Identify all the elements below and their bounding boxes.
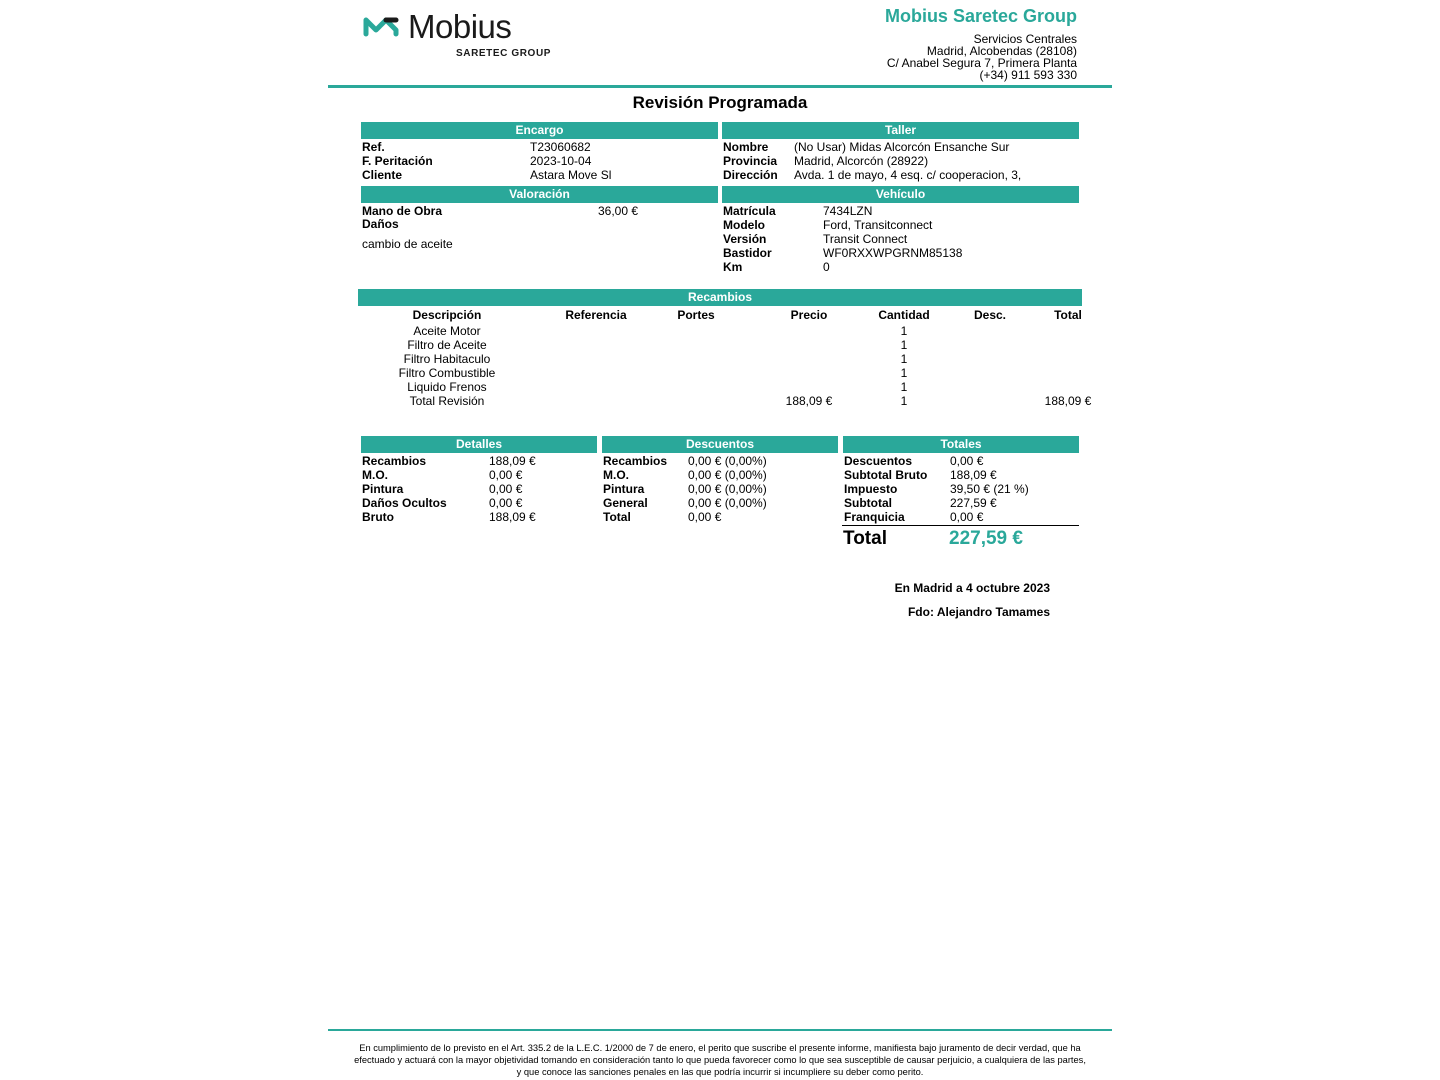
field-value: 0,00 € (0,00%) [688,482,767,496]
field-value: Astara Move Sl [530,168,612,182]
detalles-heading: Detalles [361,436,597,453]
field-label: Total [603,510,631,524]
detalles-row [362,468,597,482]
field-value: Avda. 1 de mayo, 4 esq. c/ cooperacion, 3, [794,168,1022,182]
recambios-table [358,308,1092,408]
company-block [885,6,1077,81]
cell-descripcion: Liquido Frenos [407,380,487,394]
taller-row [723,168,1079,182]
field-label: Franquicia [844,510,905,524]
field-value: Ford, Transitconnect [823,218,933,232]
column-header: Referencia [565,308,627,322]
legal-line: En cumplimiento de lo previsto en el Art. 335.2 de la L.E.C. 1/2000 de 7 de enero, el perito que suscribe el presente informe, manifiesta bajo juramento de decir verdad, que ha [359,1043,1081,1053]
table-row [358,338,1082,352]
signed-by: Fdo: Alejandro Tamames [907,605,1050,619]
field-value: 7434LZN [823,204,873,218]
table-row [358,324,1082,338]
field-label: Nombre [723,140,769,154]
taller-heading: Taller [722,122,1079,139]
field-label: Dirección [723,168,778,182]
detalles-row [362,454,597,468]
column-header: Total [1054,308,1082,322]
totales-row [844,482,1079,496]
grand-total-label: Total [843,528,887,549]
company-address [885,33,1077,81]
field-value: 0,00 € [950,510,984,524]
table-row [358,380,1082,394]
vehiculo-section [723,204,1079,274]
valoracion-heading: Valoración [361,186,718,203]
field-label: Daños Ocultos [362,496,447,510]
field-value: 0,00 € [950,454,984,468]
table-row [358,352,1082,366]
cell-cantidad: 1 [900,366,908,380]
valoracion-row [362,217,718,231]
field-value: 36,00 € [598,204,639,218]
column-header: Portes [677,308,715,322]
field-label: Modelo [723,218,765,232]
descuentos-section [603,454,838,524]
vehiculo-row [723,204,1079,218]
field-label: M.O. [362,468,388,482]
document-page [328,0,1112,1080]
detalles-row [362,510,597,524]
detalles-row [362,496,597,510]
totales-heading: Totales [843,436,1079,453]
field-value: 0 [823,260,830,274]
address-line: Madrid, Alcobendas (28108) [926,44,1077,58]
field-value: 0,00 € [489,468,523,482]
cell-precio: 188,09 € [785,394,833,408]
address-line: C/ Anabel Segura 7, Primera Planta [886,56,1077,70]
cell-descripcion: Aceite Motor [413,324,481,338]
descuentos-heading: Descuentos [602,436,838,453]
vehiculo-row [723,232,1079,246]
cell-cantidad: 1 [900,338,908,352]
table-row-total [358,394,1092,408]
field-label: Versión [723,232,767,246]
field-label: Impuesto [844,482,898,496]
grand-total-value: 227,59 € [949,528,1023,549]
mobius-logo [362,8,552,59]
field-label: Provincia [723,154,778,168]
logo-wordmark: Mobius [408,8,512,45]
field-value: 0,00 € [688,510,722,524]
field-value: cambio de aceite [362,237,453,251]
header-divider [328,85,1112,88]
legal-line: y que conoce las sanciones penales en las que podría incurrir si incumpliere su deber como perito. [516,1067,924,1077]
totales-row [844,454,1079,468]
field-label: M.O. [603,468,629,482]
field-value: 227,59 € [950,496,997,510]
danos-text [362,237,718,251]
field-label: Pintura [603,482,645,496]
field-value: 188,09 € [489,454,536,468]
descuentos-row [603,468,838,482]
field-label: Km [723,260,743,274]
totales-section [844,454,1079,524]
cell-descripcion: Filtro Habitaculo [403,352,491,366]
cell-total: 188,09 € [1044,394,1092,408]
vehiculo-row [723,260,1079,274]
cell-cantidad: 1 [900,394,908,408]
column-header: Cantidad [878,308,930,322]
detalles-section [362,454,597,524]
field-value: 2023-10-04 [530,154,592,168]
field-value: Madrid, Alcorcón (28922) [794,154,929,168]
logo-subtitle: SARETEC GROUP [456,48,552,59]
field-value: T23060682 [530,140,591,154]
place-date: En Madrid a 4 octubre 2023 [894,581,1050,595]
encargo-row [362,168,718,182]
field-label: Subtotal Bruto [844,468,928,482]
field-label: General [603,496,648,510]
encargo-heading: Encargo [361,122,718,139]
table-header-row [358,308,1082,322]
totales-row [844,510,1079,524]
column-header: Desc. [973,308,1007,322]
field-value: 0,00 € [489,496,523,510]
field-value: 0,00 € (0,00%) [688,468,767,482]
cell-cantidad: 1 [900,324,908,338]
legal-line: efectuado y actuará con la mayor objetividad tomando en consideración tanto lo que pueda favorecer como lo que sea susceptible de causar perjuicio, a cualquiera de las partes, [354,1055,1086,1065]
table-row [358,366,1082,380]
field-value: 0,00 € [489,482,523,496]
field-label: F. Peritación [362,154,433,168]
cell-cantidad: 1 [900,380,908,394]
vehiculo-row [723,246,1079,260]
field-label: Recambios [362,454,427,468]
totales-row [844,468,1079,482]
valoracion-row [362,204,718,218]
cell-descripcion: Total Revisión [409,394,485,408]
field-value: 188,09 € [489,510,536,524]
encargo-row [362,154,718,168]
field-value: Transit Connect [823,232,908,246]
cell-descripcion: Filtro Combustible [398,366,496,380]
field-label: Bruto [362,510,394,524]
column-header: Descripción [412,308,482,322]
taller-section [723,140,1079,182]
column-header: Precio [790,308,828,322]
field-label: Pintura [362,482,404,496]
detalles-row [362,482,597,496]
footer-divider [328,1029,1112,1031]
address-line: Servicios Centrales [973,32,1077,46]
cell-descripcion: Filtro de Aceite [407,338,487,352]
valoracion-section [362,204,718,251]
field-label: Bastidor [723,246,772,260]
totales-row [844,496,1079,510]
field-label: Recambios [603,454,668,468]
vehiculo-heading: Vehículo [722,186,1079,203]
field-value: WF0RXXWPGRNM85138 [823,246,963,260]
descuentos-row [603,482,838,496]
total-divider [842,525,1079,526]
descuentos-row [603,454,838,468]
field-label: Ref. [362,140,385,154]
encargo-section [362,140,718,182]
field-value: 188,09 € [950,468,997,482]
taller-row [723,154,1079,168]
cell-cantidad: 1 [900,352,908,366]
vehiculo-row [723,218,1079,232]
taller-row [723,140,1079,154]
legal-notice [328,1042,1112,1078]
descuentos-row [603,496,838,510]
company-name: Mobius Saretec Group [884,6,1077,26]
descuentos-row [603,510,838,524]
field-value: 0,00 € (0,00%) [688,496,767,510]
field-label: Subtotal [844,496,892,510]
field-label: Descuentos [844,454,913,468]
encargo-row [362,140,718,154]
field-label: Daños [362,217,399,231]
mobius-logo-icon [362,12,402,40]
page-title: Revisión Programada [632,93,808,112]
recambios-heading: Recambios [358,289,1082,306]
field-value: (No Usar) Midas Alcorcón Ensanche Sur [794,140,1010,154]
field-label: Mano de Obra [362,204,443,218]
field-value: 0,00 € (0,00%) [688,454,767,468]
field-label: Cliente [362,168,403,182]
field-label: Matrícula [723,204,776,218]
field-value: 39,50 € (21 %) [950,482,1029,496]
address-line: (+34) 911 593 330 [979,68,1077,82]
